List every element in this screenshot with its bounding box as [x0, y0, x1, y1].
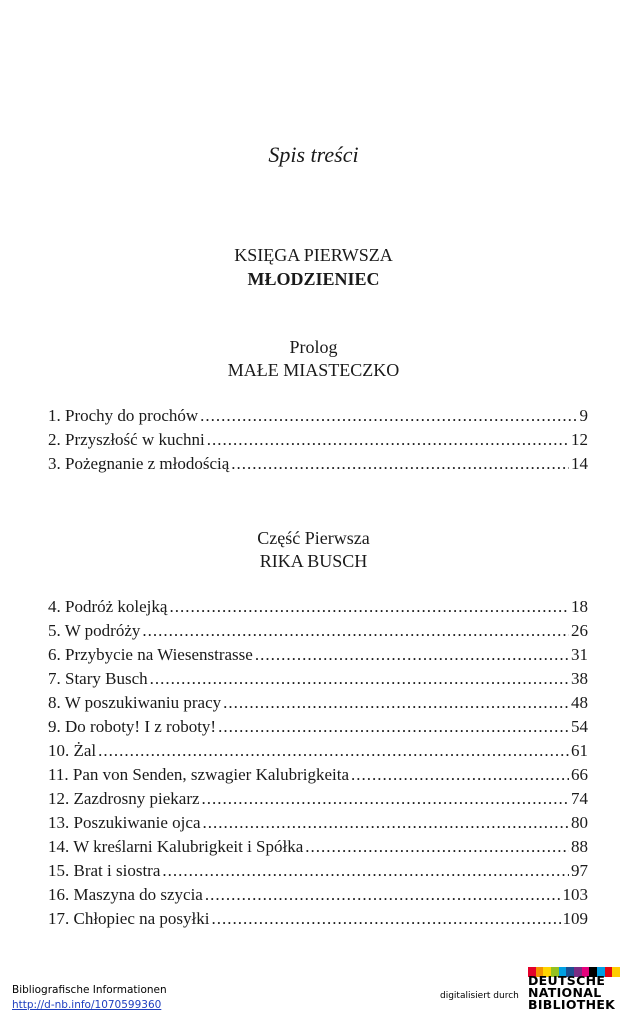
toc-entry-label: 9. Do roboty! I z roboty!	[48, 717, 217, 736]
digitized-by-label: digitalisiert durch	[440, 991, 519, 1001]
prolog-title: MAŁE MIASTECZKO	[227, 360, 400, 380]
prolog-toc-list	[48, 404, 588, 476]
toc-entry	[48, 595, 588, 619]
toc-entry-page: 66	[571, 765, 588, 784]
toc-leader-dots	[211, 907, 560, 931]
toc-entry-page: 97	[571, 861, 588, 880]
toc-entry-page: 88	[571, 837, 588, 856]
toc-entry	[48, 835, 588, 859]
toc-leader-dots	[162, 859, 569, 883]
toc-leader-dots	[207, 428, 569, 452]
bibliographic-info	[12, 983, 167, 1013]
toc-entry-page: 12	[571, 430, 588, 449]
toc-entry	[48, 619, 588, 643]
part1-label: Część Pierwsza	[257, 528, 370, 548]
toc-entry	[48, 787, 588, 811]
bibliographic-link[interactable]: http://d-nb.info/1070599360	[12, 999, 162, 1011]
toc-entry-label: 5. W podróży	[48, 621, 141, 640]
toc-entry	[48, 883, 588, 907]
toc-leader-dots	[351, 763, 569, 787]
toc-title: Spis treści	[268, 142, 359, 167]
toc-leader-dots	[169, 595, 569, 619]
toc-entry-page: 103	[562, 885, 588, 904]
toc-entry-page: 26	[571, 621, 588, 640]
toc-entry	[48, 667, 588, 691]
toc-entry	[48, 428, 588, 452]
prolog-label: Prolog	[289, 337, 338, 357]
dnb-logo-text	[528, 975, 615, 1011]
toc-entry-label: 1. Prochy do prochów	[48, 406, 199, 425]
toc-entry-page: 54	[571, 717, 588, 736]
toc-entry-label: 12. Zazdrosny piekarz	[48, 789, 200, 808]
toc-leader-dots	[202, 787, 569, 811]
toc-entry-page: 38	[571, 669, 588, 688]
toc-entry	[48, 691, 588, 715]
part1-toc-list	[48, 595, 588, 931]
toc-leader-dots	[218, 715, 569, 739]
toc-entry-label: 8. W poszukiwaniu pracy	[48, 693, 222, 712]
toc-entry-label: 15. Brat i siostra	[48, 861, 161, 880]
toc-leader-dots	[203, 811, 570, 835]
toc-entry-label: 11. Pan von Senden, szwagier Kalubrigkeita	[48, 765, 350, 784]
toc-entry-page: 18	[571, 597, 588, 616]
dnb-logo-line: BIBLIOTHEK	[528, 997, 616, 1012]
toc-entry-page: 31	[571, 645, 588, 664]
toc-entry-page: 109	[562, 909, 588, 928]
dnb-logo	[528, 967, 620, 1017]
toc-leader-dots	[255, 643, 569, 667]
toc-leader-dots	[98, 739, 569, 763]
toc-leader-dots	[223, 691, 569, 715]
toc-entry	[48, 715, 588, 739]
book-heading: KSIĘGA PIERWSZA	[234, 245, 393, 265]
toc-entry-label: 7. Stary Busch	[48, 669, 148, 688]
toc-leader-dots	[305, 835, 569, 859]
toc-entry	[48, 452, 588, 476]
toc-entry-label: 6. Przybycie na Wiesenstrasse	[48, 645, 253, 664]
toc-entry-label: 4. Podróż kolejką	[48, 597, 168, 616]
toc-entry-label: 14. W kreślarni Kalubrigkeit i Spółka	[48, 837, 304, 856]
toc-entry	[48, 404, 588, 428]
dnb-logo-line: DEUTSCHE	[528, 973, 606, 988]
toc-leader-dots	[142, 619, 569, 643]
toc-entry-label: 16. Maszyna do szycia	[48, 885, 203, 904]
toc-entry-page: 80	[571, 813, 588, 832]
book-subtitle: MŁODZIENIEC	[247, 269, 380, 289]
toc-entry	[48, 763, 588, 787]
bibliographic-label: Bibliografische Informationen	[12, 984, 167, 996]
toc-entry-label: 17. Chłopiec na posyłki	[48, 909, 210, 928]
toc-entry-page: 9	[579, 406, 588, 425]
part1-title: RIKA BUSCH	[259, 551, 368, 571]
toc-leader-dots	[205, 883, 561, 907]
toc-leader-dots	[231, 452, 569, 476]
dnb-logo-line: NATIONAL	[528, 985, 602, 1000]
toc-entry	[48, 907, 588, 931]
toc-entry-page: 14	[571, 454, 588, 473]
toc-leader-dots	[150, 667, 569, 691]
toc-entry-page: 61	[571, 741, 588, 760]
toc-entry-label: 10. Żal	[48, 741, 97, 760]
toc-entry-label: 3. Pożegnanie z młodością	[48, 454, 230, 473]
toc-entry-label: 13. Poszukiwanie ojca	[48, 813, 201, 832]
toc-entry-label: 2. Przyszłość w kuchni	[48, 430, 205, 449]
toc-entry	[48, 643, 588, 667]
toc-leader-dots	[200, 404, 577, 428]
toc-entry	[48, 811, 588, 835]
toc-entry-page: 48	[571, 693, 588, 712]
toc-entry	[48, 739, 588, 763]
toc-entry	[48, 859, 588, 883]
toc-entry-page: 74	[571, 789, 588, 808]
